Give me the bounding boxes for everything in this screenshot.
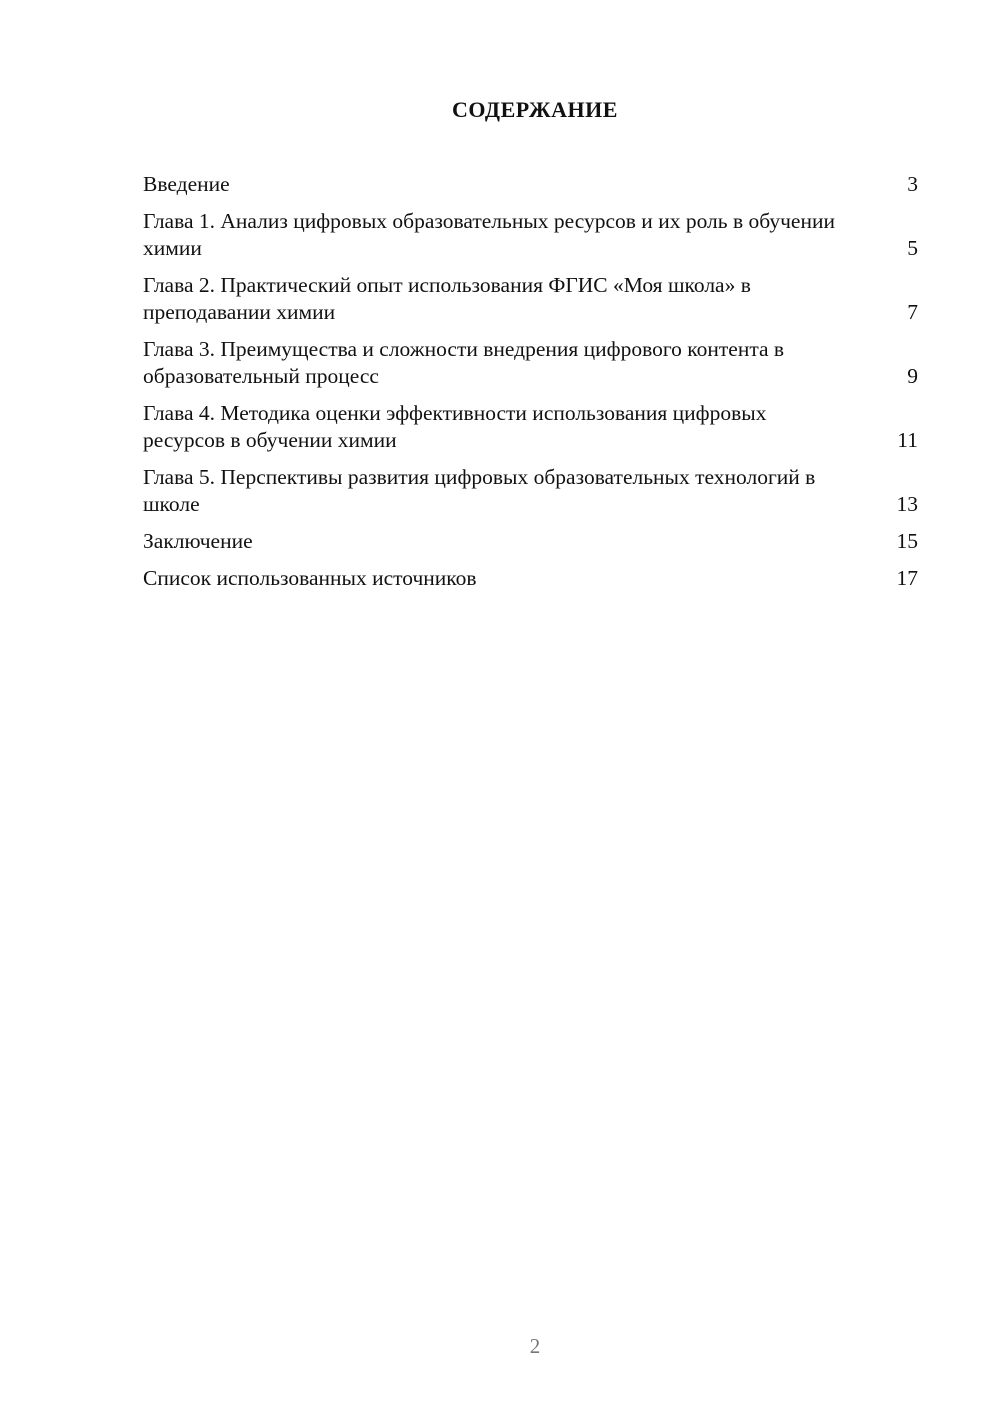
toc-entry-title: Глава 3. Преимущества и сложности внедрения цифрового контента в образовательный процесс: [143, 337, 785, 388]
toc-entry-title: Глава 5. Перспективы развития цифровых образовательных технологий в школе: [143, 465, 816, 516]
toc-entry-page: 17: [896, 566, 918, 590]
toc-entry-chapter-2: [143, 272, 918, 326]
toc-entry-title: Введение: [143, 172, 230, 196]
toc-entry-page: 5: [907, 236, 918, 260]
toc-entry-conclusion: [143, 528, 918, 555]
toc-entry-chapter-5: [143, 464, 918, 518]
toc-entry-title: Список использованных источников: [143, 566, 477, 590]
toc-entry-chapter-3: [143, 336, 918, 390]
toc-entry-chapter-1: [143, 208, 918, 262]
toc-entry-references: [143, 565, 918, 592]
toc-entry-title: Глава 1. Анализ цифровых образовательных ресурсов и их роль в обучении химии: [143, 209, 835, 260]
toc-entry-title: Глава 2. Практический опыт использования ФГИС «Моя школа» в преподавании химии: [143, 273, 751, 324]
toc-entry-chapter-4: [143, 400, 918, 454]
page-number: 2: [529, 1334, 541, 1358]
toc-entry-title: Глава 4. Методика оценки эффективности использования цифровых ресурсов в обучении химии: [143, 401, 767, 452]
toc-entry-title: Заключение: [143, 529, 253, 553]
table-of-contents: [143, 169, 918, 592]
toc-entry-introduction: [143, 171, 918, 198]
toc-entry-page: 13: [896, 492, 918, 516]
toc-entry-page: 15: [896, 529, 918, 553]
toc-entry-page: 3: [907, 172, 918, 196]
toc-entry-page: 9: [907, 364, 918, 388]
toc-entry-page: 7: [907, 300, 918, 324]
toc-entry-page: 11: [897, 428, 918, 452]
toc-title: СОДЕРЖАНИЕ: [452, 97, 618, 122]
